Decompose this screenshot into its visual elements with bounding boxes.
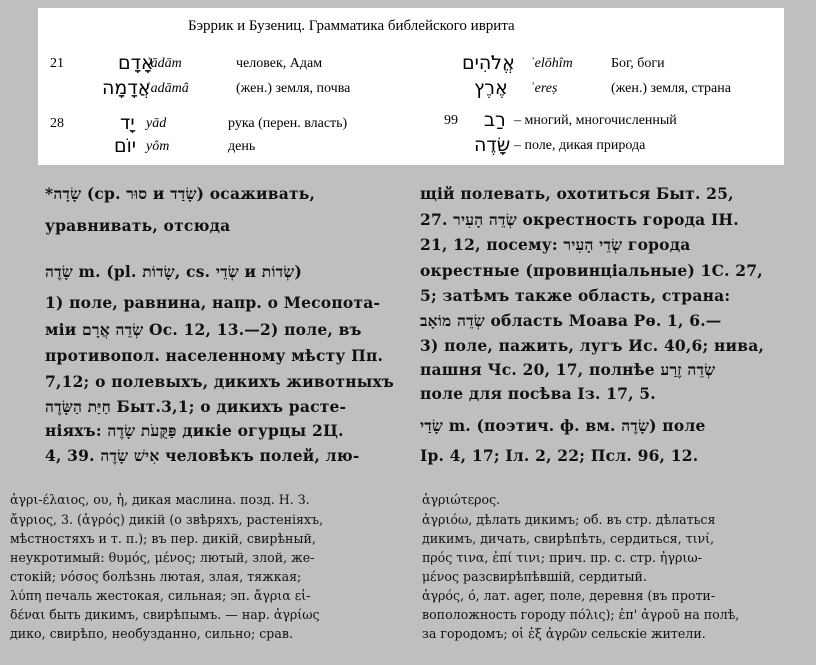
greek-dictionary-line: дико, свирѣпо, необузданно, сильно; срав. [10, 626, 293, 641]
greek-dictionary-line: воположность городу πόλις); ἐπ' ἀγροῦ на полѣ, [422, 607, 740, 622]
hebrew-word: אֲדָמָה [102, 77, 151, 99]
hebrew-word: שָׂדֶה [474, 134, 511, 156]
transliteration: ʾadāmâ [146, 81, 189, 96]
greek-dictionary-line: неукротимый: θυμός, μένος; лютый, злой, же- [10, 550, 315, 565]
vocab-number: 21 [50, 56, 64, 71]
greek-dictionary-line: мѣстностяхъ и т. п.); въ пер. дикій, свирѣный, [10, 531, 316, 546]
greek-dictionary-line: ἀγρι-έλαιος, ου, ἡ, дикая маслина. позд. Н. З. [10, 492, 310, 507]
dictionary-line: שָׂדַי m. (поэтич. ф. вм. שָׂדֶה) поле [420, 416, 706, 435]
transliteration: ʾādām [146, 56, 182, 71]
vocab-number: 99 [444, 113, 458, 128]
dictionary-line: Ір. 4, 17; Іл. 2, 22; Псл. 96, 12. [420, 446, 699, 465]
hebrew-word: רַב [484, 109, 506, 131]
panel-title: Бэррик и Бузениц. Грамматика библейского иврита [188, 18, 515, 34]
dictionary-line: 3) поле, пажить, лугъ Ис. 40,6; нива, [420, 336, 765, 355]
transliteration: yād [146, 116, 167, 131]
dictionary-line: 5; затѣмъ также область, страна: [420, 286, 731, 305]
hebrew-word: אֱלֹהִים [462, 52, 515, 74]
greek-dictionary-line: δέναι быть дикимъ, свирѣпымъ. — нар. ἀγρίως [10, 607, 320, 622]
dictionary-line: ніяхъ: פַּקֻּעֹת שָׂדֶה дикіе огурцы 2Ц. [45, 421, 344, 440]
greek-dictionary-line: ἄγριος, 3. (ἀγρός) дикій (о звѣряхъ, растеніяхъ, [10, 512, 324, 527]
greek-dictionary-line: μένος разсвирѣпѣвшій, сердитый. [422, 569, 647, 584]
vocabulary-panel [38, 8, 784, 165]
greek-dictionary-line: πρός τινα, ἐπί τινι; прич. пр. с. стр. ἠγριω- [422, 550, 702, 565]
dictionary-line: 21, 12, посему: שְׂדֵי הָעִיר города [420, 235, 691, 254]
dictionary-line: חַיַּת הַשָּׂדֶה Быт.3,1; о дикихъ расте- [45, 397, 347, 416]
hebrew-word: יוֹם [114, 135, 137, 157]
dictionary-line: противопол. населенному мѣсту Пп. [45, 346, 384, 365]
dictionary-line: 7,12; о полевыхъ, дикихъ животныхъ [45, 372, 395, 391]
dictionary-line: поле для посѣва Із. 17, 5. [420, 384, 656, 403]
gloss: Бог, боги [611, 56, 665, 71]
gloss: (жен.) земля, страна [611, 81, 731, 96]
dictionary-line: окрестные (провинціальные) 1С. 27, [420, 261, 763, 280]
gloss: день [228, 139, 256, 154]
greek-dictionary-line: ἀγρός, ό, лат. ager, поле, деревня (въ проти- [422, 588, 716, 603]
dictionary-line: щій полевать, охотиться Быт. 25, [420, 184, 734, 203]
hebrew-word: יָד [120, 112, 135, 134]
gloss: (жен.) земля, почва [236, 81, 351, 96]
dictionary-line: 4, 39. אִישׁ שָׂדֶה человѣкъ полей, лю- [45, 446, 360, 465]
hebrew-word: אָדָם [118, 52, 154, 74]
dictionary-line: уравнивать, отсюда [45, 216, 231, 235]
greek-dictionary-line: за городомъ; οἱ ἐξ ἀγρῶν сельскіе жители. [422, 626, 706, 641]
dictionary-line: 27. שְׂדֵה הָעִיר окрестность города ІН. [420, 210, 739, 229]
greek-dictionary-line: λύπη печаль жестокая, сильная; эп. ἄγρια εἰ- [10, 588, 311, 603]
transliteration: ʾereṣ [530, 81, 558, 96]
dictionary-line: міи שְׂדֵה אֲרָם Ос. 12, 13.—2) поле, въ [45, 320, 362, 339]
hebrew-word: אֶרֶץ [474, 77, 508, 99]
dictionary-line: שָׂדֶה m. (pl. שָׂדוֹת, cs. שְׂדֵי и שְׂדוֹת) [45, 262, 302, 281]
dictionary-line: пашня Чс. 20, 17, полнѣе שְׂדֵה זֶרַע [420, 360, 716, 379]
greek-dictionary-line: дикимъ, дичать, свирѣпѣть, сердиться, τινί, [422, 531, 715, 546]
greek-dictionary-line: стокій; νόσος болѣзнь лютая, злая, тяжкая; [10, 569, 302, 584]
dictionary-line: 1) поле, равнина, напр. о Месопота- [45, 293, 381, 312]
dictionary-line: שְׂדֵה מוֹאָב область Моава Рѳ. 1, 6.— [420, 311, 722, 330]
dictionary-line: *שָׂדָה (ср. סוּר и שָׂדַד) осаживать, [45, 184, 316, 203]
gloss: – поле, дикая природа [514, 138, 646, 153]
transliteration: yôm [146, 139, 170, 154]
gloss: рука (перен. власть) [228, 116, 348, 131]
gloss: – многий, многочисленный [514, 113, 677, 128]
vocab-number: 28 [50, 116, 64, 131]
gloss: человек, Адам [236, 56, 323, 71]
greek-dictionary-line: ἀγριώτερος. [422, 492, 501, 507]
transliteration: ʾelōhîm [530, 56, 573, 71]
greek-dictionary-line: ἀγριόω, дѣлать дикимъ; об. въ стр. дѣлаться [422, 512, 716, 527]
